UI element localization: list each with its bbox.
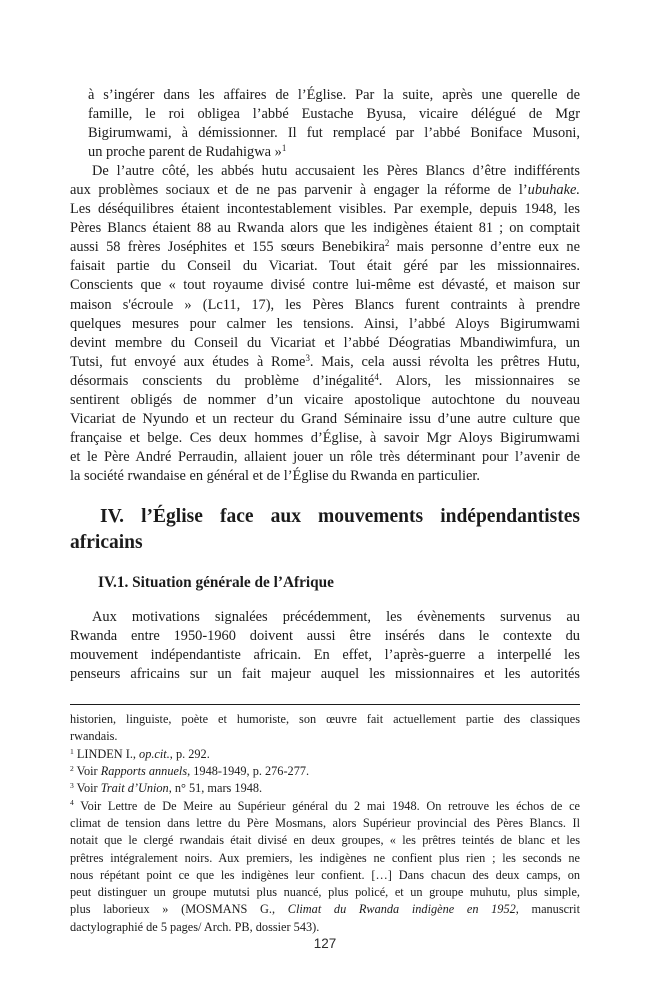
- section-heading: IV. l’Église face aux mouvements indépendantistes africains: [70, 505, 580, 554]
- footnotes-section: [70, 705, 580, 936]
- footnote-4: $^4$ Voir Lettre de De Meire au Supérieur général du 2 mai 1948. On retrouve les échos de ce climat de tension dans lettre du Père Mosmans, alors Supérieur provincial des Pères Blancs. Il notait que le clergé rwandais était divisé en deux groupes, « les prêtres teintés de blanc et les prêtres intégralement noirs. Aux premiers, les indigènes ne confient plus rien ; les seconds ne nous répétant point ce que les indigènes leur confient. […] Dans chacun des deux camps, on peut distinguer un groupe mututsi plus nuancé, plus policé, et un groupe muhutu, plus simple, plus laborieux » (MOSMANS G., Climat du Rwanda indigène en 1952, manuscrit dactylographié de 5 pages/ Arch. PB, dossier 543).: [70, 798, 581, 934]
- subsection-heading: IV.1. Situation générale de l’Afrique: [98, 573, 334, 591]
- paragraph-clergy-tensions: De l’autre côté, les abbés hutu accusaient les Pères Blancs d’être indifférents aux problèmes sociaux et de ne pas parvenir à engager la réforme de l’ubuhake. Les déséquilibres étaient incontestablement visibles. Par exemple, depuis 1948, les Pères Blancs étaient 88 au Rwanda alors que les indigènes étaient 81 ; on comptait aussi 58 frères Joséphites et 155 sœurs Benebikira$^2$ mais personne d’entre eux ne faisait partie du Conseil du Vicariat. Tout était géré par les missionnaires. Conscients que « tout royaume divisé contre lui-même est dévasté, et maison sur maison s'écroule » (Lc11, 17), les Pères Blancs furent contraints à prendre quelques mesures pour calmer les tensions. Ainsi, l’abbé Aloys Bigirumwami devint membre du Conseil du Vicariat et l’abbé Déogratias Mbandiwimfura, un Tutsi, fut envoyé aux études à Rome$^3$. Mais, cela aussi révolta les prêtres Hutu, désormais conscients du problème d’inégalité$^4$. Alors, les missionnaires se sentirent obligés de nommer d’un vicaire apostolique autochtone du nouveau Vicariat de Nyundo et un recteur du Grand Séminaire issu d’une autre culture que française et belge. Ces deux hommes d’Église, à savoir Mgr Aloys Bigirumwami et le Père André Perraudin, allaient jouer un rôle très déterminant pour l’avenir de la société rwandaise en général et de l’Église du Rwanda en particulier.: [70, 163, 581, 484]
- paragraph-africa-context: Aux motivations signalées précédemment, les évènements survenus au Rwanda entre 1950-1960 doivent aussi être insérés dans le contexte du mouvement indépendantiste africain. En effet, l’après-guerre a interpellé les penseurs africains sur un fait majeur auquel les missionnaires et les autorités: [70, 608, 580, 683]
- page-number: 127: [313, 936, 337, 951]
- text-column: [70, 86, 580, 936]
- block-quote: à s’ingérer dans les affaires de l’Église. Par la suite, après une querelle de famille, le roi obligea l’abbé Eustache Byusa, vicaire délégué de Mgr Bigirumwami, à démissionner. Il fut remplacé par l’abbé Boniface Musoni, un proche parent de Rudahigwa »$^1$: [88, 87, 580, 161]
- footnote-continuation: historien, linguiste, poète et humoriste, son œuvre fait actuellement partie des classiques rwandais.: [70, 712, 580, 744]
- footnote-2: $^2$ Voir Rapports annuels, 1948-1949, p. 276-277.: [70, 763, 310, 779]
- footnote-3: $^3$ Voir Trait d’Union, n° 51, mars 1948.: [70, 781, 263, 796]
- footnote-1: $^1$ LINDEN I., op.cit., p. 292.: [70, 746, 210, 761]
